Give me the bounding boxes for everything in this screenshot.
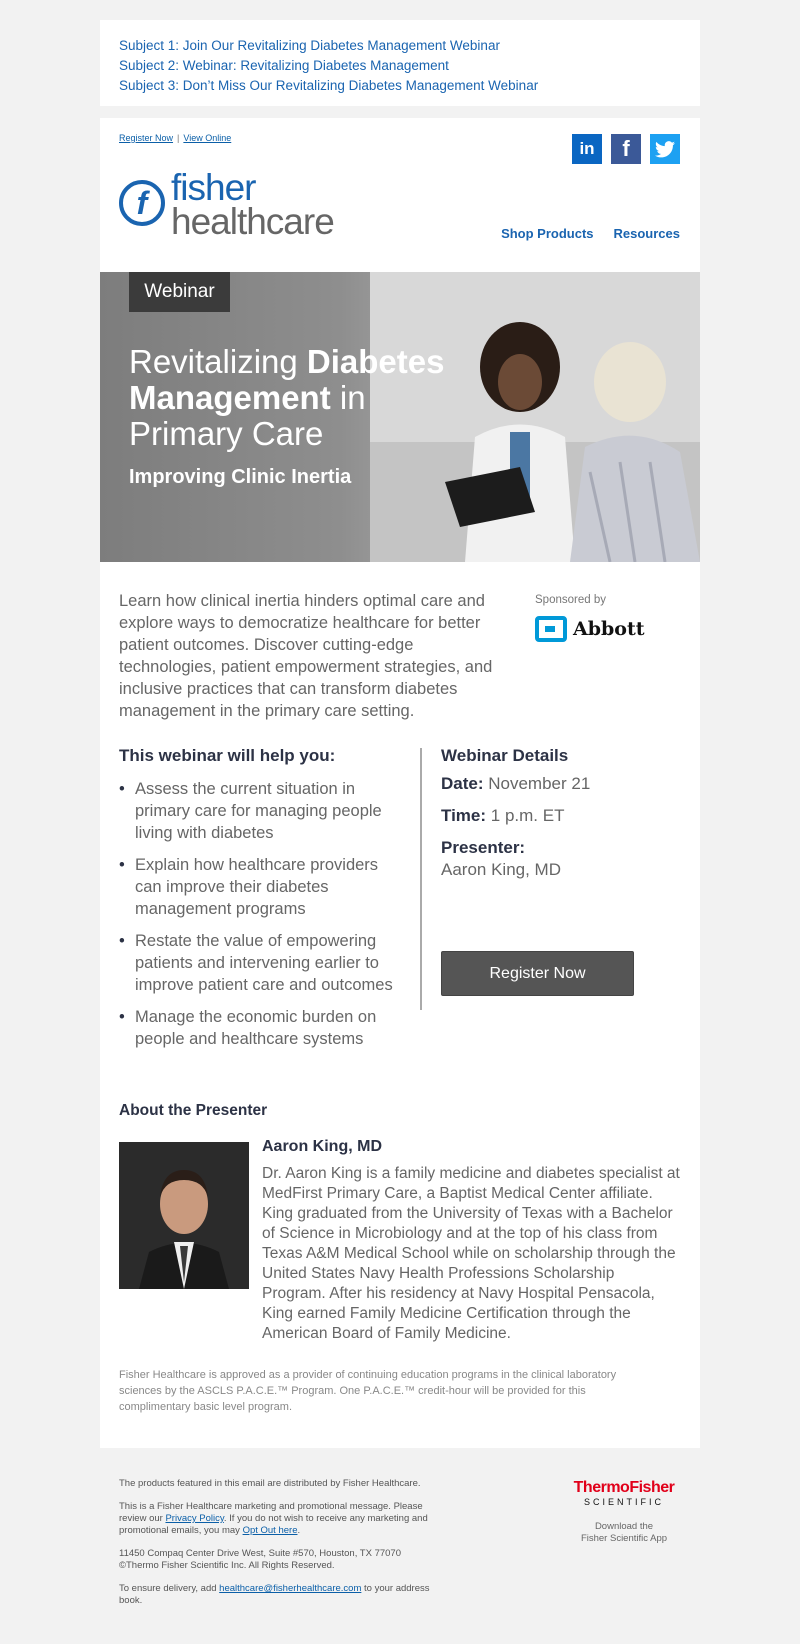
- subject-line-3: Subject 3: Don’t Miss Our Revitalizing Diabetes Management Webinar: [119, 78, 539, 93]
- hero-title: [129, 344, 459, 452]
- register-now-button[interactable]: Register Now: [441, 951, 634, 996]
- hero-title-part1: Revitalizing: [129, 343, 307, 380]
- footer-marketing: [119, 1501, 449, 1537]
- app-line-2: Fisher Scientific App: [580, 1533, 668, 1544]
- detail-time: [441, 806, 564, 826]
- hero-banner[interactable]: [100, 272, 700, 562]
- help-list-item: • Assess the current situation in primary care for managing people living with diabetes: [119, 778, 394, 844]
- help-list: [119, 778, 394, 1060]
- top-links: [119, 133, 231, 143]
- opt-out-link[interactable]: Opt Out here: [242, 1525, 298, 1536]
- help-list-item: • Explain how healthcare providers can improve their diabetes management programs: [119, 854, 394, 920]
- link-separator: |: [177, 133, 180, 143]
- detail-date: [441, 774, 590, 794]
- sponsored-by-label: Sponsored by: [535, 594, 606, 606]
- help-list-item: • Restate the value of empowering patients and intervening earlier to improve patient care and outcomes: [119, 930, 394, 996]
- subject-line-1: Subject 1: Join Our Revitalizing Diabetes Management Webinar: [119, 38, 500, 53]
- pace-disclaimer: Fisher Healthcare is approved as a provider of continuing education programs in the clinical laboratory sciences by the ASCLS P.A.C.E.™ Program. One P.A.C.E.™ credit-hour will be provided for this complimentary basic level program.: [119, 1369, 617, 1413]
- register-now-link[interactable]: Register Now: [119, 133, 174, 143]
- subject-lines: [100, 20, 700, 106]
- date-value: November 21: [488, 774, 591, 793]
- app-line-1: Download the: [594, 1521, 654, 1532]
- about-presenter-title: About the Presenter: [119, 1102, 268, 1119]
- date-label: Date:: [441, 774, 484, 793]
- download-app-link[interactable]: [566, 1521, 682, 1545]
- logo-text-fisher: fisher: [171, 167, 256, 208]
- marketing-text-end: .: [297, 1525, 301, 1536]
- abbott-logo-text: Abbott: [573, 618, 645, 640]
- delivery-email-link[interactable]: healthcare@fisherhealthcare.com: [219, 1583, 362, 1594]
- thermo-fisher-logo[interactable]: [566, 1479, 682, 1507]
- help-title: This webinar will help you:: [119, 746, 336, 765]
- delivery-text-pre: To ensure delivery, add: [119, 1583, 220, 1594]
- fisher-healthcare-logo[interactable]: [119, 167, 359, 242]
- twitter-icon[interactable]: [650, 134, 680, 164]
- subject-line-2: Subject 2: Webinar: Revitalizing Diabetes Management: [119, 58, 449, 73]
- intro-paragraph: Learn how clinical inertia hinders optimal care and explore ways to democratize healthcare for better patient outcomes. Discover cutting-edge technologies, patient empowerment strategies, and inclusive practices that can transform diabetes management in the primary care setting.: [119, 592, 493, 720]
- marketing-text-mid: . If you do not wish to receive any marketing and promotional emails, you may: [119, 1513, 428, 1536]
- footer-distributed: The products featured in this email are distributed by Fisher Healthcare.: [119, 1478, 421, 1489]
- help-list-item: • Manage the economic burden on people and healthcare systems: [119, 1006, 394, 1050]
- facebook-icon[interactable]: f: [611, 134, 641, 164]
- presenter-name: Aaron King, MD: [262, 1138, 382, 1155]
- nav-resources[interactable]: Resources: [613, 226, 680, 241]
- nav-shop-products[interactable]: Shop Products: [501, 226, 594, 241]
- footer-address: 11450 Compaq Center Drive West, Suite #570, Houston, TX 77070: [119, 1548, 401, 1559]
- footer-delivery: [119, 1583, 449, 1607]
- presenter-value: Aaron King, MD: [441, 860, 561, 879]
- time-label: Time:: [441, 806, 487, 825]
- tf-logo-bottom: SCIENTIFIC: [583, 1497, 664, 1507]
- abbott-logo-mark: [535, 616, 567, 642]
- hero-title-bold: Diabetes Management: [129, 343, 445, 416]
- footer-text: [119, 1478, 449, 1618]
- linkedin-icon[interactable]: in: [572, 134, 602, 164]
- column-divider: [420, 748, 422, 1010]
- marketing-text-pre: This is a Fisher Healthcare marketing and promotional message. Please review our: [119, 1501, 423, 1524]
- footer-copyright: ©Thermo Fisher Scientific Inc. All Rights Reserved.: [119, 1560, 335, 1571]
- hero-subtitle: Improving Clinic Inertia: [129, 466, 352, 488]
- presenter-bio: Dr. Aaron King is a family medicine and diabetes specialist at MedFirst Primary Care, a Baptist Medical Center affiliate. King graduated from the University of Texas with a Bachelor of Science in Microbiology and at the top of his class from Texas A&M Medical School while on scholarship through the United States Navy Health Professions Scholarship Program. After his residency at Navy Hospital Pensacola, King earned Family Medicine Certification through the American Board of Family Medicine.: [262, 1165, 680, 1342]
- tf-logo-top: ThermoFisher: [573, 1479, 675, 1496]
- privacy-policy-link[interactable]: Privacy Policy: [165, 1513, 224, 1524]
- time-value: 1 p.m. ET: [490, 806, 565, 825]
- delivery-text-post: to your address book.: [119, 1583, 430, 1606]
- presenter-photo: [119, 1142, 249, 1289]
- fisher-logo-mark: f: [119, 180, 165, 226]
- footer-address-block: [119, 1548, 449, 1572]
- header-nav: [501, 226, 680, 241]
- presenter-label: Presenter:: [441, 838, 526, 857]
- logo-text-healthcare: healthcare: [171, 201, 334, 242]
- webinar-tag: Webinar: [129, 272, 230, 312]
- hero-title-part2: in Primary Care: [129, 379, 366, 452]
- details-title: Webinar Details: [441, 746, 569, 765]
- email-card: [100, 118, 700, 1448]
- view-online-link[interactable]: View Online: [183, 133, 232, 143]
- abbott-logo[interactable]: [535, 616, 645, 642]
